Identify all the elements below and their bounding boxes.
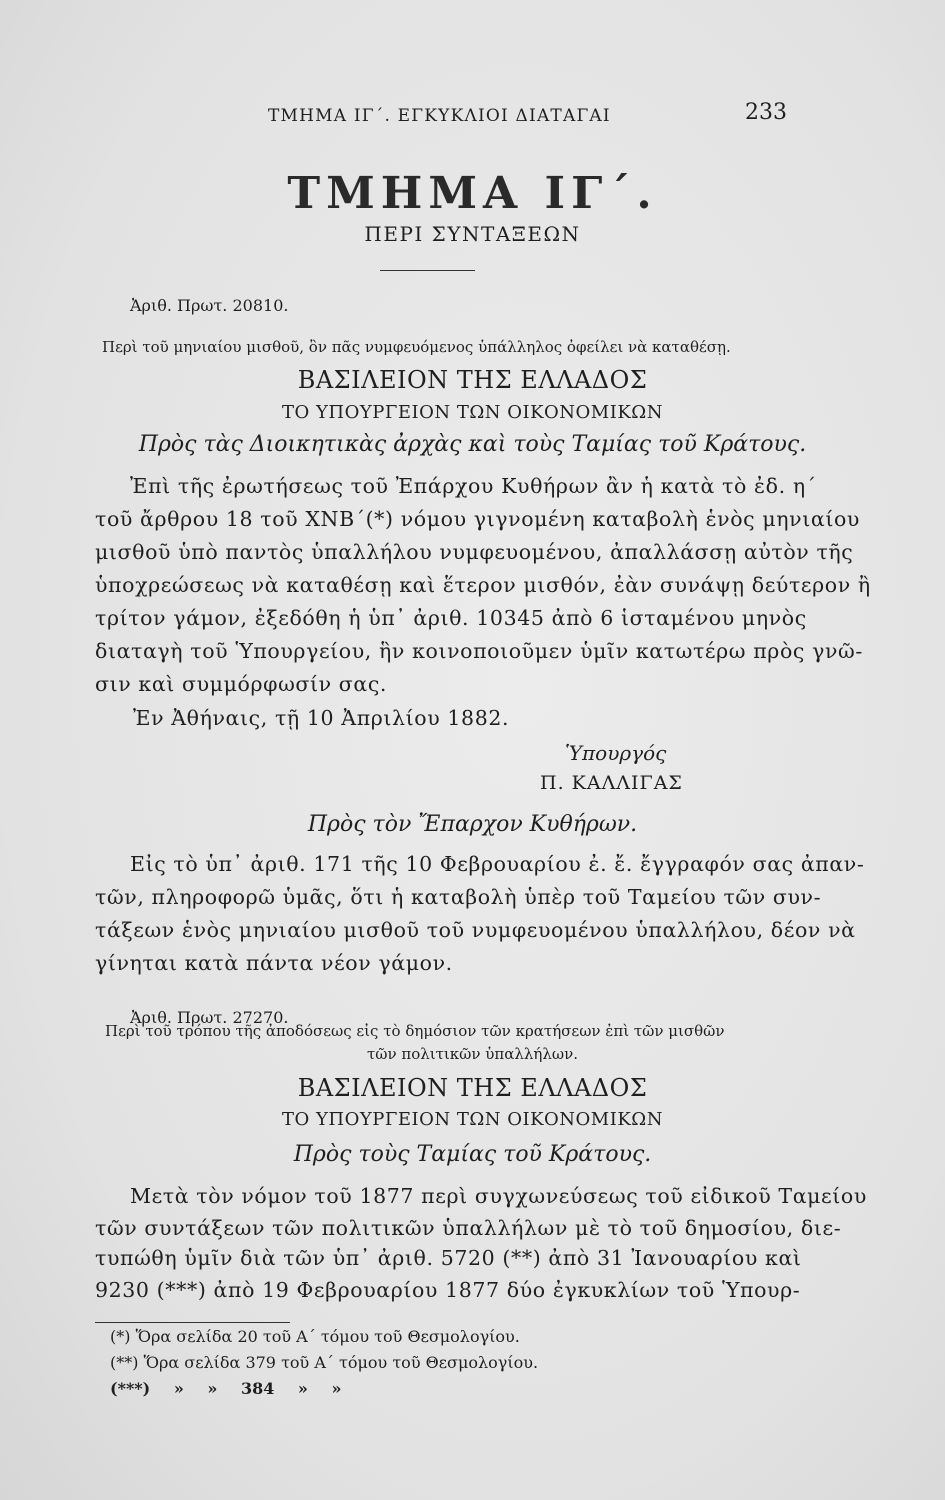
title-divider xyxy=(380,270,475,271)
section-title: ΤΜΗΜΑ ΙΓ΄. xyxy=(287,168,658,219)
ministry-heading-1: ΤΟ ΥΠΟΥΡΓΕΙΟΝ ΤΩΝ ΟΙΚΟΝΟΜΙΚΩΝ xyxy=(282,402,663,423)
body-line: σιν καὶ συμμόρφωσίν σας. xyxy=(95,672,388,696)
body-line: τῶν, πληροφορῶ ὑμᾶς, ὅτι ἡ καταβολὴ ὑπὲρ τοῦ Ταμείου τῶν συν- xyxy=(95,885,822,909)
footnote: (**) Ὅρα σελίδα 379 τοῦ Α΄ τόμου τοῦ Θεσμολογίου. xyxy=(110,1353,539,1372)
circular-summary-1: Περὶ τοῦ μηνιαίου μισθοῦ, ὃν πᾶς νυμφευόμενος ὑπάλληλος ὀφείλει νὰ καταθέσῃ. xyxy=(102,338,731,356)
signature-name: Π. ΚΑΛΛΙΓΑΣ xyxy=(540,772,683,794)
body-line: τοῦ ἄρθρου 18 τοῦ ΧΝΒ΄(*) νόμου γιγνομένη καταβολὴ ἑνὸς μηνιαίου xyxy=(95,507,860,531)
body-line: τῶν συντάξεων τῶν πολιτικῶν ὑπαλλήλων μὲ τὸ τοῦ δημοσίου, διε- xyxy=(95,1216,842,1240)
body-line: ὑποχρεώσεως νὰ καταθέσῃ καὶ ἕτερον μισθόν, ἐὰν συνάψῃ δεύτερον ἢ xyxy=(95,573,871,597)
body-line: διαταγὴ τοῦ Ὑπουργείου, ἣν κοινοποιοῦμεν ὑμῖν κατωτέρω πρὸς γνῶ- xyxy=(95,639,863,663)
sub-addressee: Πρὸς τὸν Ἔπαρχον Κυθήρων. xyxy=(307,812,638,837)
body-line: Εἰς τὸ ὑπ᾽ ἀριθ. 171 τῆς 10 Φεβρουαρίου ἐ. ἔ. ἔγγραφόν σας ἀπαν- xyxy=(130,852,865,876)
kingdom-heading-1: ΒΑΣΙΛΕΙΟΝ ΤΗΣ ΕΛΛΑΔΟΣ xyxy=(297,366,648,394)
body-line: τυπώθη ὑμῖν διὰ τῶν ὑπ᾽ ἀριθ. 5720 (**) ἀπὸ 31 Ἰανουαρίου καὶ xyxy=(95,1246,802,1270)
footnote: (*) Ὅρα σελίδα 20 τοῦ Α΄ τόμου τοῦ Θεσμολογίου. xyxy=(110,1327,520,1346)
kingdom-heading-2: ΒΑΣΙΛΕΙΟΝ ΤΗΣ ΕΛΛΑΔΟΣ xyxy=(297,1074,648,1102)
page-number: 233 xyxy=(745,100,787,125)
circular-summary-2-cont: τῶν πολιτικῶν ὑπαλλήλων. xyxy=(366,1045,579,1063)
addressee-2: Πρὸς τοὺς Ταμίας τοῦ Κράτους. xyxy=(293,1142,652,1167)
footnote-divider xyxy=(95,1322,290,1323)
running-head: ΤΜΗΜΑ ΙΓ΄. ΕΓΚΥΚΛΙΟΙ ΔΙΑΤΑΓΑΙ xyxy=(268,106,611,126)
body-line: τάξεων ἑνὸς μηνιαίου μισθοῦ τοῦ νυμφευομένου ὑπαλλήλου, δέον νὰ xyxy=(95,918,856,942)
section-subtitle: ΠΕΡΙ ΣΥΝΤΑΞΕΩΝ xyxy=(364,222,581,246)
body-line: Μετὰ τὸν νόμον τοῦ 1877 περὶ συγχωνεύσεως τοῦ εἰδικοῦ Ταμείου xyxy=(130,1184,867,1208)
body-line: Ἐπὶ τῆς ἐρωτήσεως τοῦ Ἐπάρχου Κυθήρων ἂν ἡ κατὰ τὸ ἐδ. η΄ xyxy=(130,474,817,498)
footnote: (***) » » 384 » » xyxy=(110,1379,342,1398)
protocol-number-2: Ἀριθ. Πρωτ. 27270. xyxy=(130,1008,289,1027)
protocol-number-1: Ἀριθ. Πρωτ. 20810. xyxy=(130,296,289,315)
body-line: μισθοῦ ὑπὸ παντὸς ὑπαλλήλου νυμφευομένου, ἀπαλλάσσῃ αὐτὸν τῆς xyxy=(95,540,854,564)
body-line: 9230 (***) ἀπὸ 19 Φεβρουαρίου 1877 δύο ἐγκυκλίων τοῦ Ὑπουρ- xyxy=(95,1278,801,1302)
date-line: Ἐν Ἀθήναις, τῇ 10 Ἀπριλίου 1882. xyxy=(133,706,510,730)
body-line: τρίτον γάμον, ἐξεδόθη ἡ ὑπ᾽ ἀριθ. 10345 ἀπὸ 6 ἱσταμένου μηνὸς xyxy=(95,606,807,630)
addressee-1: Πρὸς τὰς Διοικητικὰς ἀρχὰς καὶ τοὺς Ταμίας τοῦ Κράτους. xyxy=(138,432,807,457)
ministry-heading-2: ΤΟ ΥΠΟΥΡΓΕΙΟΝ ΤΩΝ ΟΙΚΟΝΟΜΙΚΩΝ xyxy=(282,1109,663,1130)
body-line: γίνηται κατὰ πάντα νέον γάμον. xyxy=(95,951,453,975)
circular-summary-2: Περὶ τοῦ τρόπου τῆς ἀποδόσεως εἰς τὸ δημόσιον τῶν κρατήσεων ἐπὶ τῶν μισθῶν xyxy=(105,1022,725,1040)
signature-title: Ὑπουργός xyxy=(565,741,667,765)
